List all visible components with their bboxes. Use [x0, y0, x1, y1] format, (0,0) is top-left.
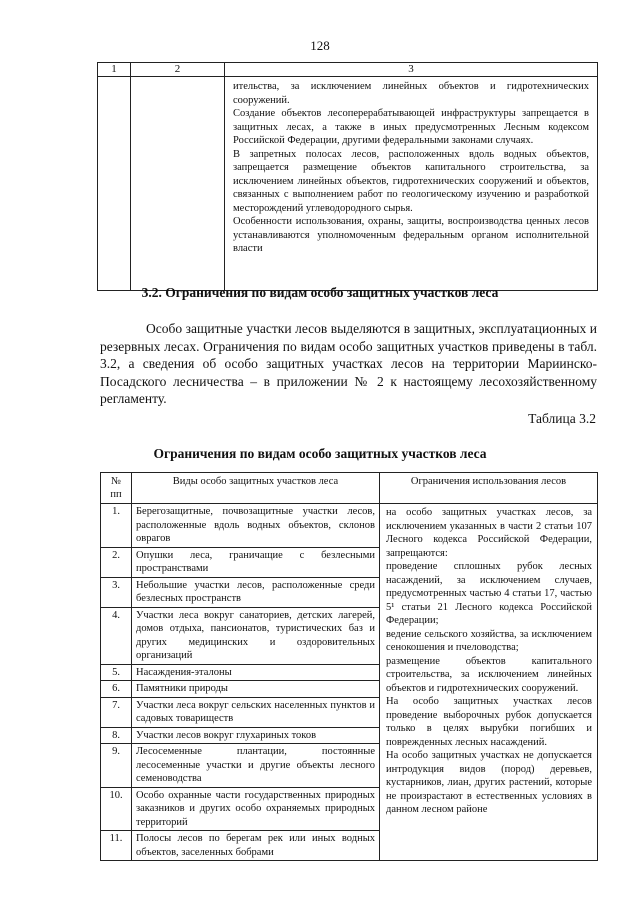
restriction-paragraph: проведение сплошных рубок лесных насаждений, за исключением случаев, предусмотренных частью 4 статьи 17, частью 5¹ статьи 21 Лесного кодекса Российской Федерации; — [386, 561, 592, 626]
table-row — [101, 504, 598, 548]
restrictions-table — [100, 472, 598, 861]
row-kind: Памятники природы — [132, 681, 380, 698]
row-number: 10. — [101, 787, 132, 831]
row-kind: Участки лесов вокруг глухариных токов — [132, 727, 380, 744]
continued-table-row — [98, 77, 598, 291]
page-number: 128 — [310, 38, 330, 53]
row-kind: Небольшие участки лесов, расположенные среди безлесных пространств — [132, 577, 380, 607]
row-kind: Участки леса вокруг санаториев, детских лагерей, домов отдыха, пансионатов, туристических баз и других медицинских и оздоровительных организаций — [132, 607, 380, 664]
row-kind: Участки леса вокруг сельских населенных пунктов и садовых товариществ — [132, 697, 380, 727]
row-number: 2. — [101, 547, 132, 577]
row-number: 5. — [101, 664, 132, 681]
continued-table — [97, 62, 598, 291]
text-paragraph: Особенности использования, охраны, защиты, воспроизводства ценных лесов устанавливаются уполномоченным федеральным органом исполнительной власти — [233, 216, 589, 254]
row-number: 1. — [101, 504, 132, 548]
row-number: 6. — [101, 681, 132, 698]
text-paragraph: Создание объектов лесоперерабатывающей инфраструктуры запрещается в защитных лесах, а также в иных предусмотренных Лесным кодексом Российской Федерации, другими федеральными законами случаях. — [233, 108, 589, 146]
row-kind: Опушки леса, граничащие с безлесными пространствами — [132, 547, 380, 577]
table-title: Ограничения по видам особо защитных участков леса — [153, 446, 487, 461]
table-header-row — [101, 473, 598, 504]
column-number-3: 3 — [225, 63, 598, 77]
restriction-paragraph: размещение объектов капитального строительства, за исключением линейных объектов и гидротехнических сооружений. — [386, 655, 592, 694]
row-kind: Лесосеменные плантации, постоянные лесосеменные участки и другие объекты лесного семеноводства — [132, 744, 380, 788]
column-number-2: 2 — [131, 63, 225, 77]
row-number: 3. — [101, 577, 132, 607]
restriction-paragraph: ведение сельского хозяйства, за исключением сенокошения и пчеловодства; — [386, 628, 592, 653]
row-number: 4. — [101, 607, 132, 664]
row-number: 11. — [101, 831, 132, 861]
column-number-1: 1 — [98, 63, 131, 77]
restriction-paragraph: На особо защитных участках не допускается интродукция видов (пород) деревьев, кустарников, лиан, других растений, которые не произрастают в естественных условиях в данном лесном районе — [386, 750, 592, 815]
continued-text-cell — [225, 77, 598, 291]
section-title: 3.2. Ограничения по видам особо защитных участков леса — [141, 285, 499, 300]
restriction-paragraph: На особо защитных участках лесов проведение выборочных рубок допускается только в целях вырубки погибших и поврежденных лесных насаждений. — [386, 696, 592, 748]
body-paragraph — [100, 320, 597, 408]
header-restrictions: Ограничения использования лесов — [380, 473, 598, 504]
row-kind: Насаждения-эталоны — [132, 664, 380, 681]
row-number: 9. — [101, 744, 132, 788]
header-number: № пп — [101, 473, 132, 504]
body-paragraph-text: Особо защитные участки лесов выделяются в защитных, эксплуатационных и резервных лесах. Ограничения по видам особо защитных участков приведены в табл. 3.2, а сведения об особо защитных участках лесов на территории Мариинско-Посадского лесничества – в приложении № 2 к настоящему лесохозяйственному регламенту. — [100, 321, 597, 406]
row-kind: Полосы лесов по берегам рек или иных водных объектов, заселенных бобрами — [132, 831, 380, 861]
text-paragraph: ительства, за исключением линейных объектов и гидротехнических сооружений. — [233, 81, 589, 106]
empty-cell — [131, 77, 225, 291]
restrictions-cell — [380, 504, 598, 861]
empty-cell — [98, 77, 131, 291]
text-paragraph: В запретных полосах лесов, расположенных вдоль водных объектов, запрещается размещение объектов капитального строительства, за исключением линейных объектов, гидротехнических сооружений и объектов, связанных с выполнением работ по геологическому изучению и разработкой месторождений углеводородного сырья. — [233, 148, 589, 214]
continued-table-header-row — [98, 63, 598, 77]
table-caption: Таблица 3.2 — [528, 411, 596, 426]
row-kind: Особо охранные части государственных природных заказников и других особо охраняемых природных территорий — [132, 787, 380, 831]
header-kind: Виды особо защитных участков леса — [132, 473, 380, 504]
row-number: 8. — [101, 727, 132, 744]
row-kind: Берегозащитные, почвозащитные участки лесов, расположенные вдоль водных объектов, склонов оврагов — [132, 504, 380, 548]
row-number: 7. — [101, 697, 132, 727]
restriction-paragraph: на особо защитных участках лесов, за исключением указанных в части 2 статьи 107 Лесного кодекса Российской Федерации, запрещаются: — [386, 507, 592, 559]
